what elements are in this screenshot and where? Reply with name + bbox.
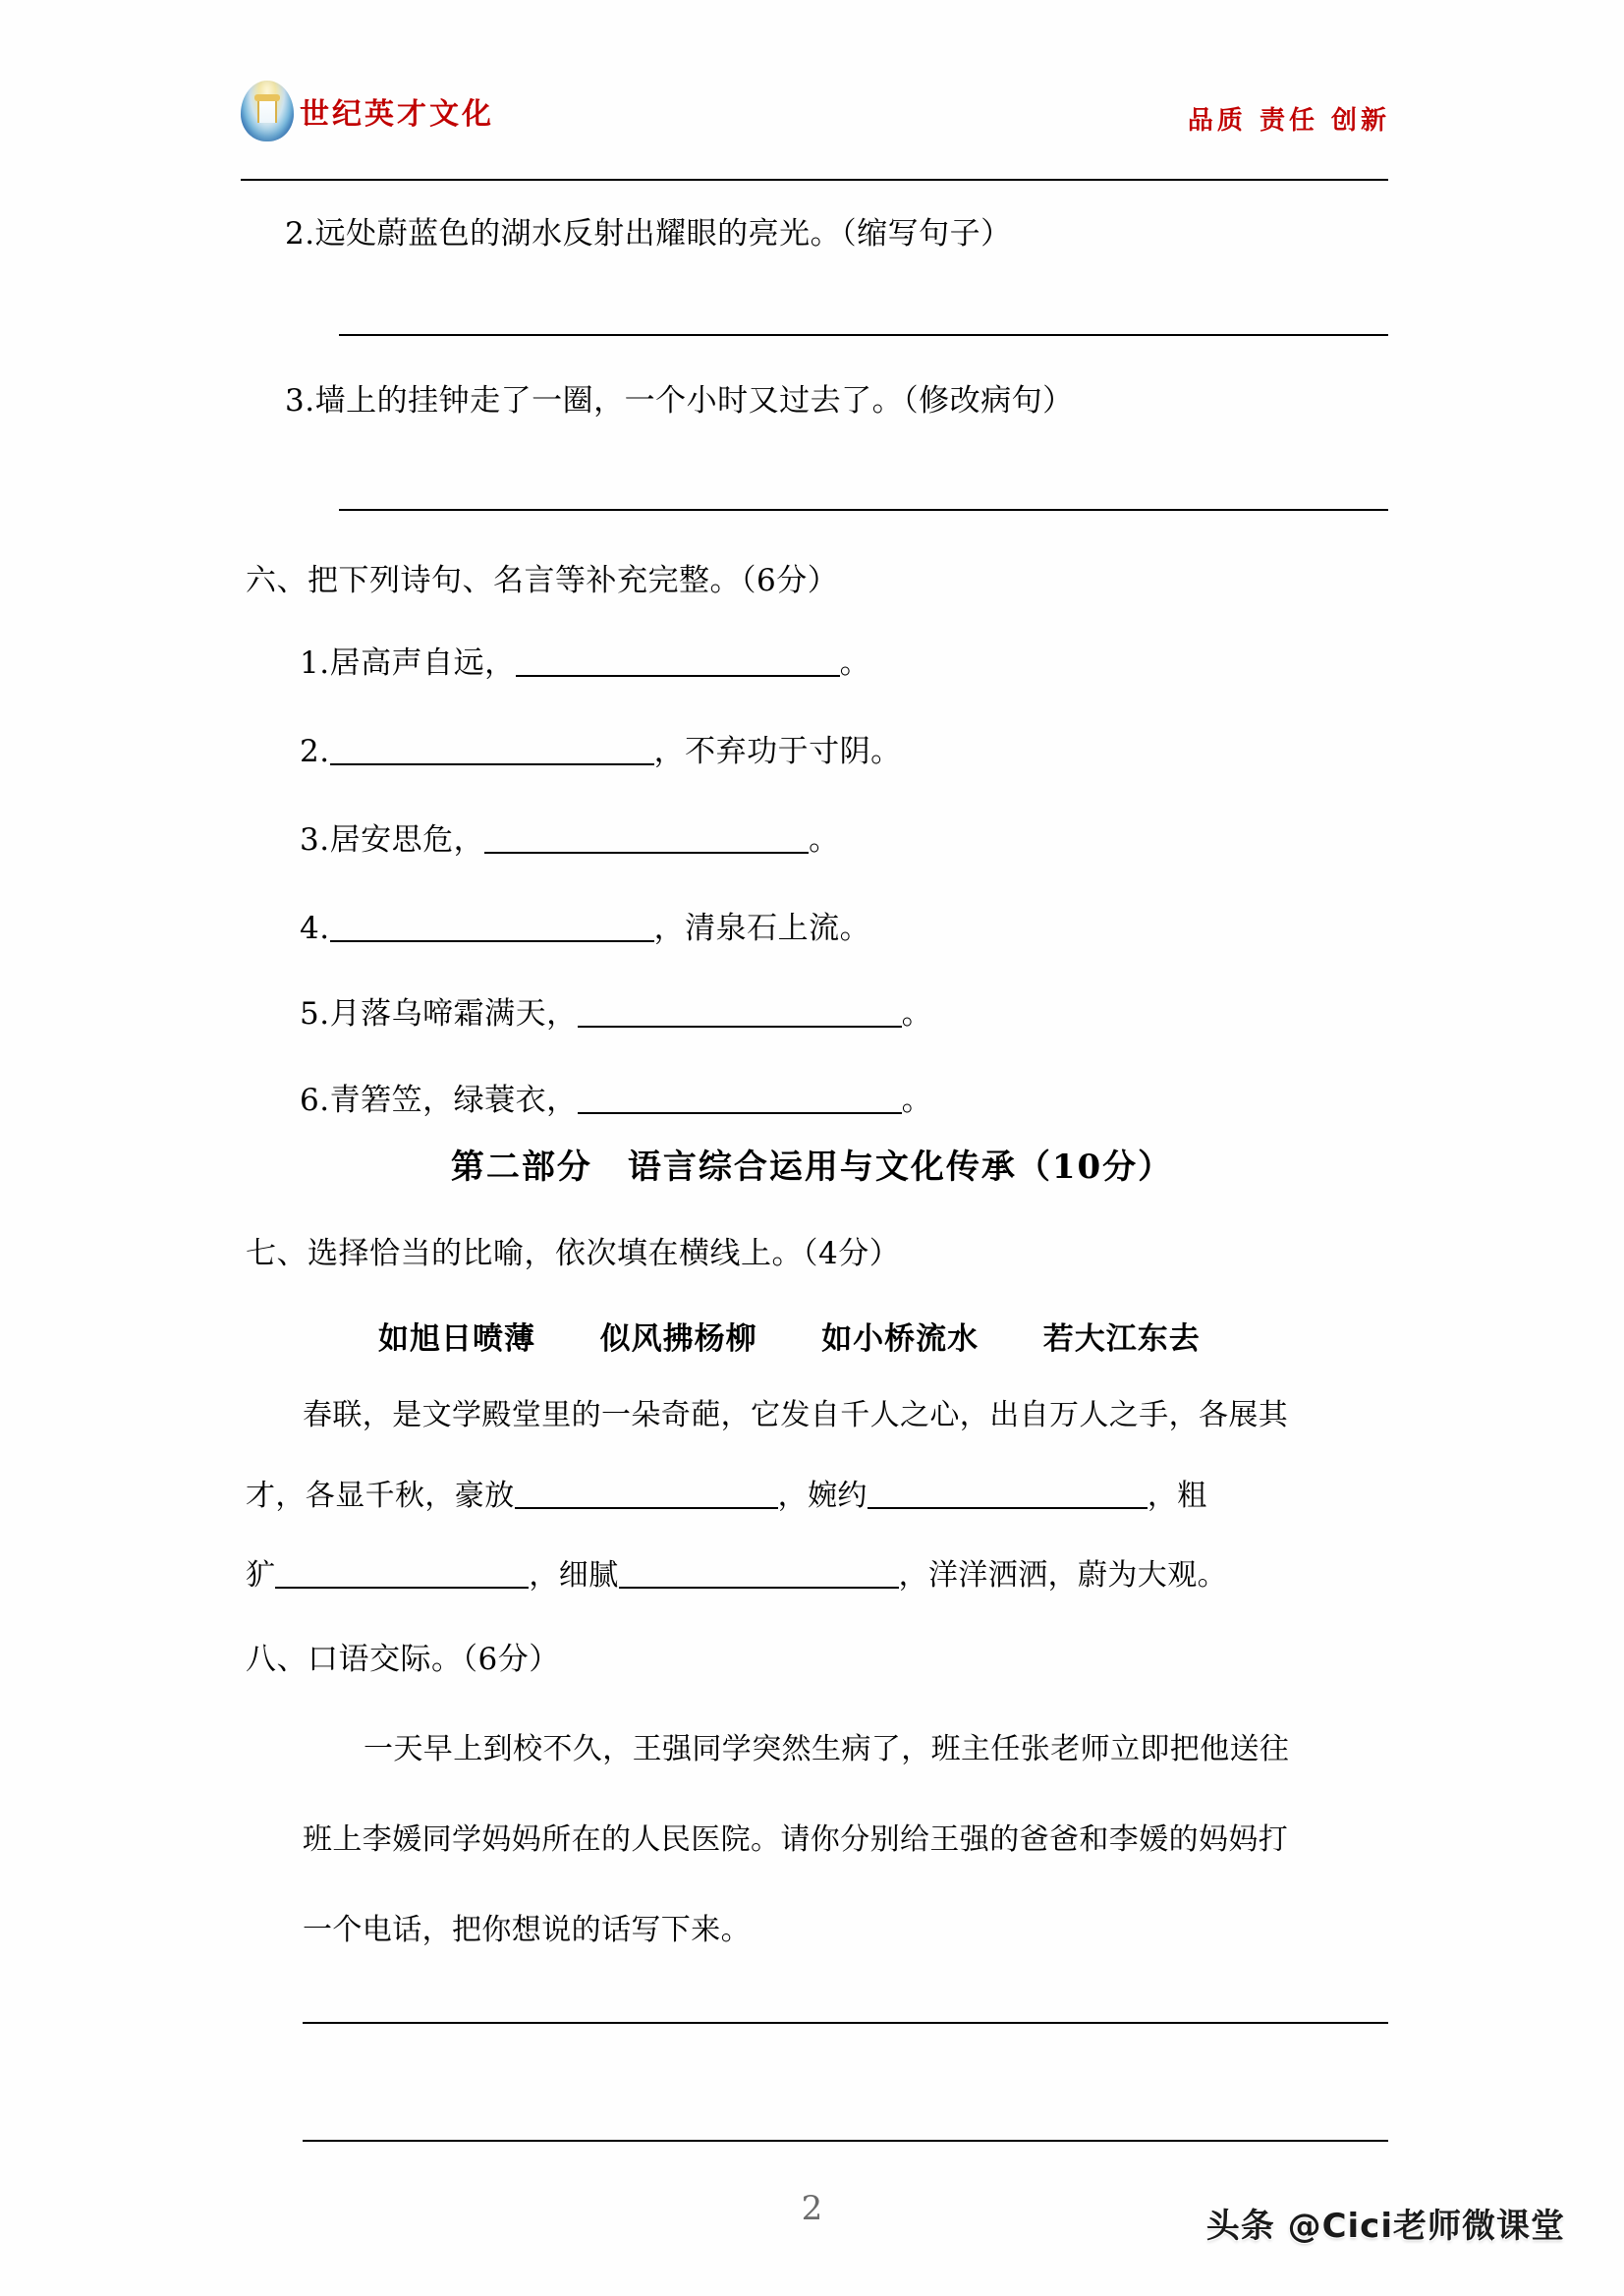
brand-slogan: 品质 责任 创新 <box>1187 106 1390 136</box>
section-seven-passage-line-3 <box>246 1550 1227 1594</box>
option-4[interactable]: 若大江东去 <box>1042 1321 1201 1357</box>
section-eight-heading: 八、口语交际。（6分） <box>246 1642 560 1677</box>
item-4-prefix: 4. <box>300 911 330 946</box>
section-six-item-3 <box>300 820 840 862</box>
item-4-blank[interactable] <box>330 940 654 942</box>
page-header <box>241 77 1390 155</box>
section-eight-line-3: 一个电话，把你想说的话写下来。 <box>303 1913 751 1947</box>
section-six-item-2 <box>300 732 902 773</box>
item-1-prefix: 1.居高声自远， <box>300 645 516 681</box>
section-seven-heading: 七、选择恰当的比喻，依次填在横线上。（4分） <box>246 1236 901 1271</box>
passage-line-3-part-a: 犷 <box>246 1558 276 1593</box>
item-2-blank[interactable] <box>330 763 654 765</box>
answer-line-section-eight-1[interactable] <box>303 2022 1388 2024</box>
section-six-item-1 <box>300 644 870 685</box>
answer-line-q2[interactable] <box>339 334 1388 336</box>
passage-line-2-part-a: 才，各显千秋，豪放 <box>246 1479 515 1513</box>
item-3-blank[interactable] <box>484 852 809 854</box>
watermark: 头条 @Cici老师微课堂 <box>1205 2207 1565 2246</box>
item-1-suffix: 。 <box>839 645 871 681</box>
section-eight-line-1: 一天早上到校不久，王强同学突然生病了，班主任张老师立即把他送往 <box>364 1732 1290 1766</box>
page-number: 2 <box>801 2189 823 2228</box>
item-3-prefix: 3.居安思危， <box>300 822 485 858</box>
option-1[interactable]: 如旭日喷薄 <box>378 1321 535 1357</box>
passage-line-3-part-c: ，洋洋洒洒，蔚为大观。 <box>898 1558 1228 1593</box>
section-six-item-4 <box>300 909 870 950</box>
part-two-title: 第二部分 语言综合运用与文化传承（10分） <box>450 1148 1174 1187</box>
answer-line-section-eight-2[interactable] <box>303 2140 1388 2142</box>
question-3: 3.墙上的挂钟走了一圈，一个小时又过去了。（修改病句） <box>285 383 1074 419</box>
item-3-suffix: 。 <box>809 822 840 858</box>
question-2: 2.远处蔚蓝色的湖水反射出耀眼的亮光。（缩写句子） <box>285 216 1012 252</box>
section-six-item-6 <box>300 1081 932 1122</box>
metaphor-options <box>378 1314 1201 1358</box>
item-5-prefix: 5.月落乌啼霜满天， <box>300 996 578 1032</box>
section-six-heading: 六、把下列诗句、名言等补充完整。（6分） <box>246 563 839 598</box>
item-6-blank[interactable] <box>578 1112 902 1114</box>
section-seven-passage-line-2 <box>246 1471 1207 1514</box>
globe-book-logo-icon <box>241 81 294 141</box>
passage-line-2-part-c: ，粗 <box>1147 1479 1207 1513</box>
passage-line-3-part-b: ，细腻 <box>529 1558 619 1593</box>
item-5-suffix: 。 <box>901 996 933 1032</box>
item-6-suffix: 。 <box>901 1083 933 1118</box>
item-4-suffix: ，清泉石上流。 <box>653 911 871 946</box>
brand-logo <box>241 81 494 141</box>
metaphor-blank-1[interactable] <box>515 1507 778 1509</box>
item-2-prefix: 2. <box>300 734 330 769</box>
brand-name: 世纪英才文化 <box>300 97 494 132</box>
item-2-suffix: ，不弃功于寸阴。 <box>653 734 902 769</box>
item-6-prefix: 6.青箬笠，绿蓑衣， <box>300 1083 578 1118</box>
passage-line-2-part-b: ，婉约 <box>777 1479 868 1513</box>
header-divider <box>241 179 1388 181</box>
answer-line-q3[interactable] <box>339 509 1388 511</box>
section-seven-passage-line-1: 春联，是文学殿堂里的一朵奇葩，它发自千人之心，出自万人之手，各展其 <box>303 1398 1289 1432</box>
section-eight-line-2: 班上李媛同学妈妈所在的人民医院。请你分别给王强的爸爸和李媛的妈妈打 <box>303 1822 1289 1857</box>
item-1-blank[interactable] <box>516 675 840 677</box>
option-2[interactable]: 似风拂杨柳 <box>599 1321 757 1357</box>
section-six-item-5 <box>300 994 932 1036</box>
metaphor-blank-4[interactable] <box>619 1587 899 1589</box>
metaphor-blank-3[interactable] <box>275 1587 529 1589</box>
metaphor-blank-2[interactable] <box>868 1507 1148 1509</box>
option-3[interactable]: 如小桥流水 <box>821 1321 980 1357</box>
item-5-blank[interactable] <box>578 1026 902 1028</box>
